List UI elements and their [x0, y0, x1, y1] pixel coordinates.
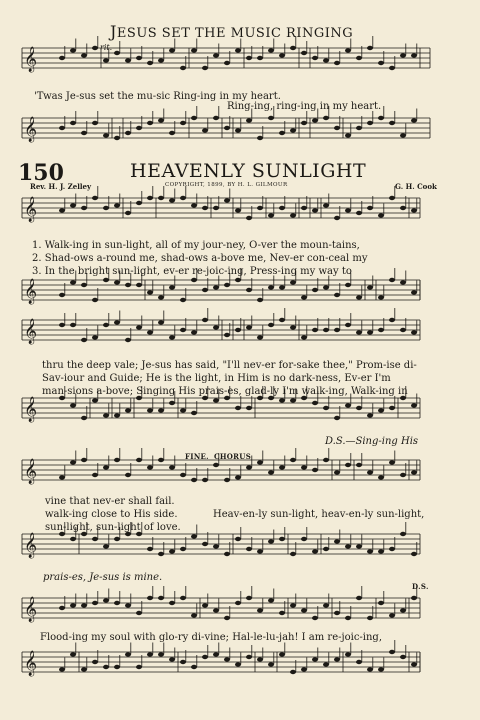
verse2-line1: 2. Shad-ows a-round me, shad-ows a-bove me, Nev-er con-ceal my — [32, 253, 368, 264]
verse2-line2: Sav-iour and Guide; He is the light, in Him is no dark-ness, Ev-er I'm — [42, 373, 391, 384]
verse1-line1: 1. Walk-ing in sun-light, all of my jour-ney, O-ver the moun-tains, — [32, 240, 360, 251]
hymn2-title: HEAVENLY SUNLIGHT — [130, 160, 367, 182]
hymn1-lyric-1: 'Twas Je-sus set the mu-sic Ring-ing in my heart. — [34, 91, 281, 102]
rit-marking: rit. — [100, 43, 113, 52]
fine-marking: FINE. — [185, 452, 209, 461]
author: Rev. H. J. Zelley — [30, 182, 92, 191]
verse3-line3: sun-light, sun-light of love. — [45, 522, 181, 533]
composer: G. H. Cook — [395, 182, 437, 191]
hymn-number: 150 — [18, 160, 64, 186]
verse1-line2: thru the deep vale; Je-sus has said, "I'll nev-er for-sake thee," Prom-ise di- — [42, 360, 417, 371]
verse3-line2: man-sions a-bove; Singing His prais-es, glad-ly I'm walk-ing, Walk-ing in — [42, 386, 408, 397]
chorus-marking: CHORUS — [214, 452, 252, 461]
svg-text:𝄞: 𝄞 — [24, 597, 38, 622]
svg-text:𝄞: 𝄞 — [24, 47, 38, 72]
verse2-line3: walk-ing close to His side. — [45, 509, 178, 520]
svg-text:𝄞: 𝄞 — [24, 651, 38, 676]
verse1-line3: vine that nev-er shall fail. — [45, 496, 175, 507]
svg-text:𝄞: 𝄞 — [24, 279, 38, 304]
svg-text:𝄞: 𝄞 — [24, 397, 38, 422]
ds-lyric: prais-es, Je-sus is mine. — [43, 572, 163, 583]
chorus-line1: Heav-en-ly sun-light, heav-en-ly sun-light, — [213, 509, 425, 520]
svg-text:𝄞: 𝄞 — [24, 533, 38, 558]
ds-marking: D.S. — [412, 582, 429, 591]
svg-text:𝄞: 𝄞 — [24, 197, 38, 222]
svg-text:𝄞: 𝄞 — [24, 459, 38, 484]
copyright: COPYRIGHT, 1899, BY H. L. GILMOUR — [165, 182, 288, 188]
ds-cue: D.S.—Sing-ing His — [325, 436, 419, 447]
chorus-line2: Flood-ing my soul with glo-ry di-vine; Hal-le-lu-jah! I am re-joic-ing, — [40, 632, 383, 643]
svg-text:𝄞: 𝄞 — [24, 117, 38, 142]
hymn1-lyric-2: Ring-ing, ring-ing in my heart. — [227, 101, 382, 112]
svg-text:𝄞: 𝄞 — [24, 319, 38, 344]
hymn1-title: JESUS SET THE MUSIC RINGING — [110, 22, 354, 41]
verse3-line1: 3. In the bright sun-light, ev-er re-joic-ing, Press-ing my way to — [32, 266, 352, 277]
